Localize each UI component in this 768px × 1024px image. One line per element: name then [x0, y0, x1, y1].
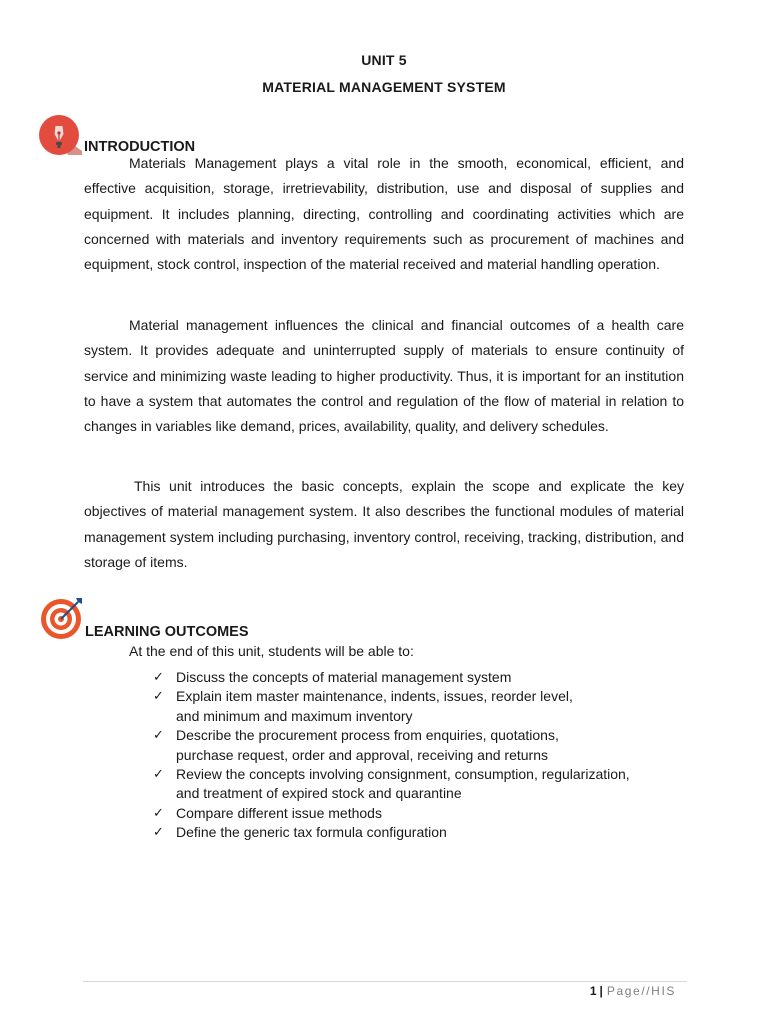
introduction-paragraph-3: This unit introduces the basic concepts, explain the scope and explicate the key objectives of material management system. It also describes the functional modules of material management system including purchasing, inventory control, receiving, tracking, distribution, and storage of items. [84, 478, 684, 570]
outcome-text [176, 687, 573, 726]
footer-divider [83, 981, 687, 982]
checkmark-icon: ✓ [153, 728, 164, 744]
learning-outcomes-list [153, 668, 693, 843]
checkmark-icon: ✓ [153, 767, 164, 783]
learning-outcomes-heading: LEARNING OUTCOMES [85, 624, 249, 640]
outcome-text-line: and minimum and maximum inventory [176, 707, 413, 724]
learning-outcomes-lead: At the end of this unit, students will be able to: [129, 643, 414, 659]
list-item [153, 687, 693, 726]
list-item [153, 823, 693, 842]
outcome-text [176, 726, 559, 765]
outcome-text: Discuss the concepts of material management system [176, 669, 512, 685]
introduction-paragraph-1: Materials Management plays a vital role in the smooth, economical, efficient, and effective acquisition, storage, irretrievability, distribution, use and disposal of supplies and equipment. It includes planning, directing, controlling and coordinating activities which are concerned with materials and inventory requirements such as procurement of machines and equipment, stock control, inspection of the material received and material handling operation. [84, 155, 684, 273]
checkmark-icon: ✓ [153, 689, 164, 705]
outcome-text-line: and treatment of expired stock and quarantine [176, 785, 462, 802]
introduction-heading: INTRODUCTION [84, 139, 196, 155]
footer-separator: | [599, 984, 603, 998]
outcome-text: Compare different issue methods [176, 804, 382, 821]
outcome-text-line: purchase request, order and approval, receiving and returns [176, 746, 548, 763]
page-label: Page//HIS [606, 984, 676, 998]
outcome-text-line: Review the concepts involving consignment, consumption, regularization, [176, 766, 630, 783]
checkmark-icon: ✓ [153, 670, 164, 685]
outcome-text [176, 765, 630, 804]
outcome-text: Define the generic tax formula configuration [176, 824, 447, 841]
outcome-text-line: Describe the procurement process from enquiries, quotations, [176, 727, 559, 744]
checkmark-icon: ✓ [153, 825, 164, 841]
unit-number: UNIT 5 [361, 52, 407, 68]
list-item [153, 668, 693, 687]
page-number: 1 [589, 984, 597, 998]
list-item [153, 765, 693, 804]
list-item [153, 804, 693, 823]
document-title: MATERIAL MANAGEMENT SYSTEM [262, 79, 506, 95]
introduction-paragraph-2: Material management influences the clinical and financial outcomes of a health care system. It provides adequate and uninterrupted supply of materials to ensure continuity of service and minimizing waste leading to higher productivity. Thus, it is important for an institution to have a system that automates the control and regulation of the flow of material in relation to changes in variables like demand, prices, availability, quality, and delivery schedules. [84, 317, 684, 435]
pen-nib-icon [38, 115, 82, 155]
list-item [153, 726, 693, 765]
outcome-text-line: Explain item master maintenance, indents, issues, reorder level, [176, 688, 573, 705]
target-icon [40, 596, 84, 640]
checkmark-icon: ✓ [153, 805, 164, 821]
page-footer [590, 984, 676, 998]
